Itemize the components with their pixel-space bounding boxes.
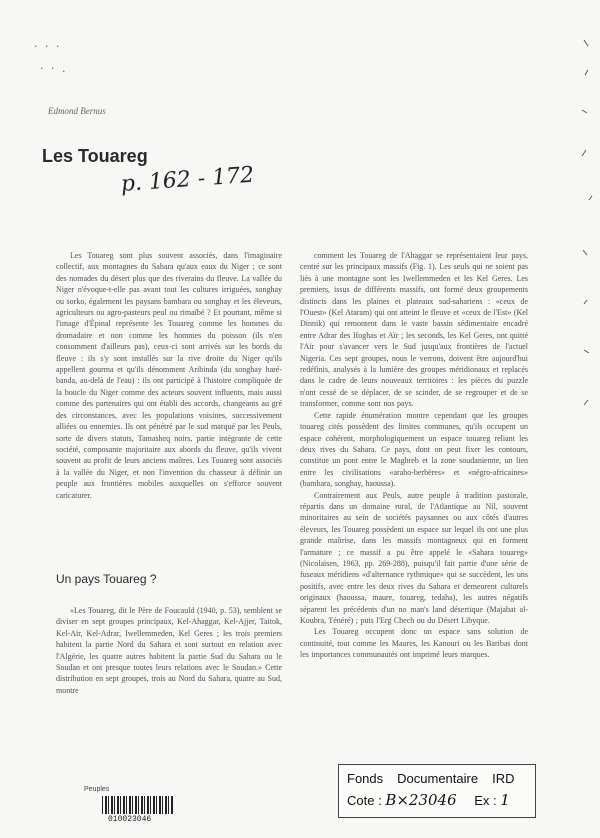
stamp-ird: IRD bbox=[492, 771, 515, 786]
stamp-header bbox=[347, 771, 528, 786]
stamp-ex-label: Ex : bbox=[474, 793, 497, 808]
stamp-cote-label: Cote : bbox=[347, 793, 382, 808]
paragraph: Les Touareg occupent donc un espace sans solution de continuité, tout comme les Maures, les Kanouri ou les Baribas dont les importances communautés ont imprimé leurs marques. bbox=[300, 627, 528, 660]
column-left-intro bbox=[56, 250, 282, 501]
paragraph: Cette rapide énumération montre cependant que les groupes touareg cités possèdent des limites communes, qu'ils occupent un espace cohérent, morphologiquement un espace touareg reliant les deux rives du Sahara. Ce pays, dont on peut fixer les contours, constitue un pont entre le Maghreb et la zone soudanienne, un lien entre les civilisations «arabo-berbères» et «négro-africaines» (bambara, songhay, haoussa). bbox=[300, 410, 528, 489]
column-right bbox=[300, 250, 528, 755]
paragraph: Les Touareg sont plus souvent associés, dans l'imaginaire collectif, aux montagnes du Sahara qu'aux eaux du Niger ; ce sont des nomades du désert plus que des riverains du fleuve. La vallée du Niger n'évoque-t-elle pas avant tout les cultures irriguées, songhay ou sorko, également les paysans bambara ou songhay et les éleveurs, agriculteurs ou agro-pasteurs peul ou rimaïbé ? Et pourtant, même si l'image d'Épinal représente les Touareg comme les hommes du dromadaire et non comme les hommes du poisson (ils n'en consomment d'ailleurs pas), ceux-ci sont arrivés sur les bords du fleuve : ils s'y sont installés sur la rive droite du Niger qu'ils appellent gourma et qu'ils dénomment Aribinda (du songhay haré-banda, au-delà de l'eau) : ils ont participé à l'histoire compliquée de la boucle du Niger comme des acteurs souvent influents, mais aussi comme des partenaires qui ont établi des accords, changeants au gré des circonstances, avec les populations voisines, successivement alliées ou ennemies. Ils ont pénétré par le sud marqué par les Peuls, sorte de divers statuts, Tamasheq noirs, partie intégrante de cette société, composante majoritaire aux abords du fleuve, qu'ils vivent souvent au profit de leurs anciens maîtres. Les Touareg sont associés à la vallée du Niger, et non l'invention du chasseur à définir un peuple aux frontières mobiles auxquelles on s'efforce souvent caricaturer. bbox=[56, 251, 282, 500]
scan-mark-mid: · · . bbox=[40, 62, 68, 75]
author-name: Edmond Bernus bbox=[48, 106, 106, 116]
paragraph: Contrairement aux Peuls, autre peuple à tradition pastorale, répartis dans un domaine rural, de l'Atlantique au Nil, souvent minoritaires au sein de sociétés paysannes ou aux côtés d'autres éleveurs, les Touareg possèdent un espace sur lequel ils ont une plus grande maîtrise, dans les massifs montagneux qui en forment l'armature ; ce massif a pu être appelé le «Sahara touareg» (Nicolaisen, 1963, pp. 269-288), puisqu'il fait partie d'une série de fuseaux méridiens «d'alternance rythmique» qui se succèdent, les uns positifs, avec entre les deux rives du Sahara et demeurent culturels originaux (haoussa, maure, touareg, tedaha), les autres négatifs séparent les précédents d'un no man's land désertique (Majabat al-Koubra, Ténéré) ; puis l'Erg Chech ou du Désert Libyque. bbox=[300, 490, 528, 625]
handwritten-page-range: p. 162 - 172 bbox=[120, 162, 255, 197]
column-left-section bbox=[56, 605, 282, 755]
paragraph: comment les Touareg de l'Ahaggar se représentaient leur pays, centré sur les principaux massifs (Fig. 1). Les seuls qui ne soient pas liés à une montagne sont les Iwellemmeden et les Kel Geres. Les premiers, issus de différents massifs, ont formé deux groupements distincts dans les plaines et plateaux sud-sahariens : «ceux de l'Ouest» (Kel Ataram) qui ont atteint le fleuve et «ceux de l'Est» (Kel Dinnik) qui remontent dans le vaste bassin sédimentaire encadré entre Adrar des Ifoghas et Aïr ; les seconds, les Kel Geres, ont quitté l'Aïr pour s'avancer vers le Sud jusqu'aux frontières de l'actuel Nigeria. Ces sept groupes, nous le verrons, doivent être aujourd'hui redéfinis, analysés à la lumière des groupes méridionaux et replacés dans le cadre de leurs nouveaux territoires : les pièces du puzzle n'ont cessé de se déplacer, de se scinder, de se regrouper et de se transformer, comme sont nos pays. bbox=[300, 251, 528, 409]
ird-archive-stamp bbox=[338, 764, 536, 818]
barcode-number: 010023046 bbox=[108, 815, 152, 824]
barcode-bars bbox=[102, 796, 174, 814]
section-heading: Un pays Touareg ? bbox=[56, 572, 157, 586]
stamp-documentaire: Documentaire bbox=[397, 771, 479, 786]
article-title: Les Touareg bbox=[42, 146, 148, 166]
library-barcode bbox=[80, 786, 200, 830]
paragraph: «Les Touareg, dit le Père de Foucauld (1940, p. 53), semblent se diviser en sept groupes principaux, Kel-Ahaggar, Kel-Ajjer, Taitok, Kel-Aïr, Kel-Adrar, Iwellemmeden, Kel Geres ; les trois premiers habitent la partie Nord du Sahara et sont surtout en relation avec l'Algérie, les quatre autres habitent la partie Sud du Sahara ou le Soudan et ont presque toutes leurs relations avec le Soudan.» Cette distribution en sept groupes, trois au Nord du Sahara, quatre au Sud, montre bbox=[56, 606, 282, 695]
stamp-fonds: Fonds bbox=[347, 771, 384, 786]
barcode-label: Peuples bbox=[84, 786, 110, 793]
stamp-ex-value: 1 bbox=[500, 791, 510, 809]
stamp-cote-value: B×23046 bbox=[385, 791, 457, 809]
stamp-cote-row bbox=[347, 791, 510, 809]
scan-edge-marks bbox=[564, 30, 600, 450]
scan-mark-top: · · · bbox=[34, 40, 62, 53]
